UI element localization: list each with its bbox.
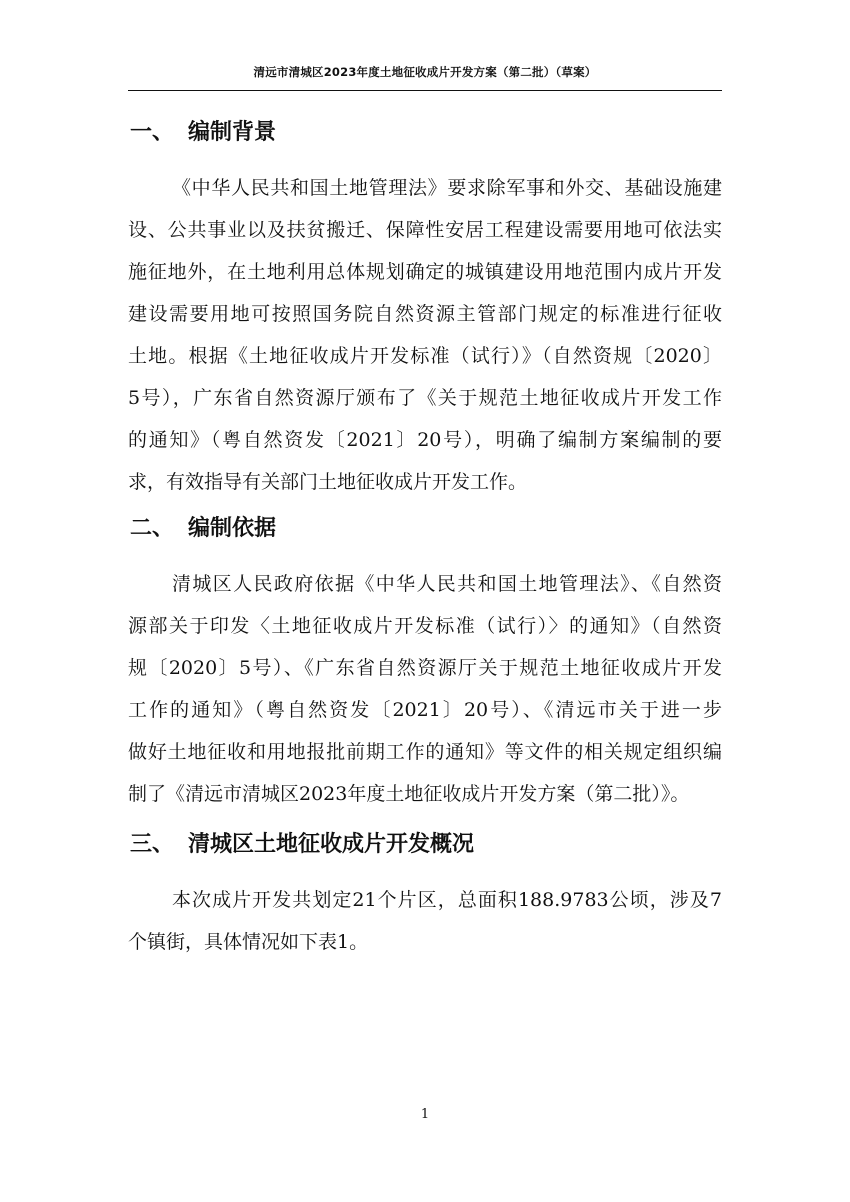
section-number: 二、 [130, 516, 175, 541]
section-title: 编制背景 [188, 120, 277, 145]
section-number: 一、 [130, 120, 175, 145]
section-heading-3 [130, 830, 474, 860]
section-number: 三、 [130, 832, 175, 857]
paragraph-line: 施征地外，在土地利用总体规划确定的城镇建设用地范围内成片开发 [128, 261, 722, 283]
paragraph-line: 清城区人民政府依据《中华人民共和国土地管理法》、《自然资 [172, 573, 722, 595]
paragraph-line: 的通知》（粤自然资发〔2021〕20号），明确了编制方案编制的要 [128, 429, 722, 451]
section-heading-2 [130, 514, 276, 544]
paragraph-line: 个镇街，具体情况如下表1。 [128, 931, 369, 953]
header-rule [128, 90, 722, 91]
page-number: 1 [420, 1107, 430, 1122]
paragraph-line: 做好土地征收和用地报批前期工作的通知》等文件的相关规定组织编 [128, 741, 722, 763]
section-title: 清城区土地征收成片开发概况 [188, 832, 475, 857]
paragraph-line: 工作的通知》（粤自然资发〔2021〕20号）、《清远市关于进一步 [128, 699, 722, 721]
paragraph-line: 《中华人民共和国土地管理法》要求除军事和外交、基础设施建 [172, 177, 722, 199]
paragraph-line: 源部关于印发〈土地征收成片开发标准（试行）〉的通知》（自然资 [128, 615, 722, 637]
paragraph-line: 设、公共事业以及扶贫搬迁、保障性安居工程建设需要用地可依法实 [128, 219, 722, 241]
paragraph-line: 建设需要用地可按照国务院自然资源主管部门规定的标准进行征收 [128, 303, 722, 325]
paragraph-line: 本次成片开发共划定21个片区，总面积188.9783公顷，涉及7 [172, 889, 722, 911]
paragraph-line: 规〔2020〕5号）、《广东省自然资源厅关于规范土地征收成片开发 [128, 657, 722, 679]
paragraph-line: 求，有效指导有关部门土地征收成片开发工作。 [128, 471, 528, 493]
paragraph-line: 土地。根据《土地征收成片开发标准（试行）》（自然资规〔2020〕 [128, 345, 722, 367]
paragraph-line: 5号），广东省自然资源厅颁布了《关于规范土地征收成片开发工作 [128, 387, 722, 409]
section-title: 编制依据 [188, 516, 277, 541]
paragraph-line: 制了《清远市清城区2023年度土地征收成片开发方案（第二批）》。 [128, 783, 690, 805]
section-heading-1 [130, 118, 276, 148]
page-header-title: 清远市清城区2023年度土地征收成片开发方案（第二批）（草案） [253, 65, 597, 79]
